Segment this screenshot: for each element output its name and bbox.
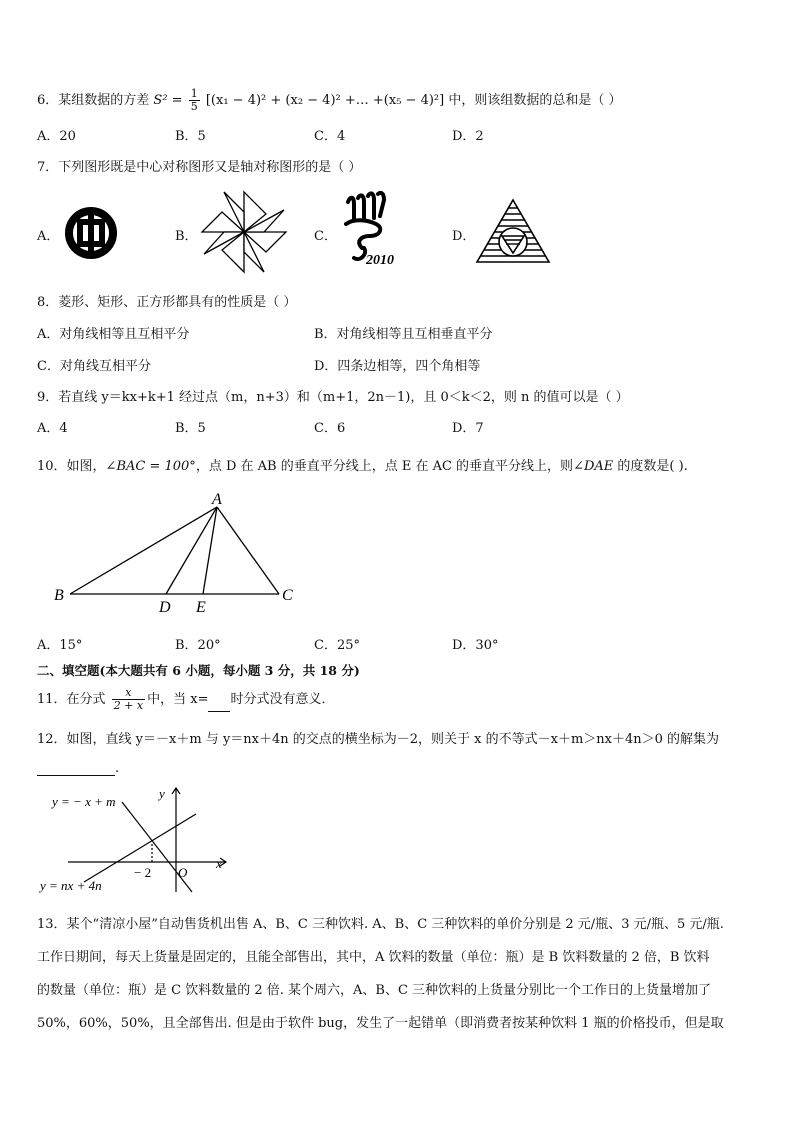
q8-option-b: B．对角线相等且互相垂直平分 [314, 327, 493, 342]
coordinate-figure [38, 784, 238, 896]
q11-fraction [112, 687, 145, 712]
line2-label: y = nx + 4n [40, 878, 102, 893]
q12-answer-tail: . [115, 761, 120, 776]
q11-frac-num: x [112, 687, 145, 700]
q10-angle-bac: ∠BAC = 100° [105, 459, 196, 474]
q13-line-2: 工作日期间，每天上货量是固定的，且能全部售出，其中，A 饮料的数量（单位：瓶）是 B 饮料数量的 2 倍，B 饮料 [37, 950, 710, 965]
calligraphy-logo-figure [340, 190, 412, 270]
q10-angle-dae: ∠DAE [573, 459, 614, 474]
q10-middle: ，点 D 在 AB 的垂直平分线上，点 E 在 AC 的垂直平分线上，则 [195, 459, 574, 474]
q6-frac-num: 1 [190, 87, 198, 100]
q8-stem: 8．菱形、矩形、正方形都具有的性质是（ ） [37, 295, 297, 310]
q6-option-d: D．2 [452, 129, 484, 144]
q7-stem: 7．下列图形既是中心对称图形又是轴对称图形的是（ ） [37, 160, 362, 175]
q8-option-c: C．对角线互相平分 [37, 359, 151, 374]
q11-frac-den: 2 + x [113, 699, 144, 712]
q13-line-4: 50%，60%，50%，且全部售出. 但是由于软件 bug，发生了一起错单（即消费者按某种饮料 1 瓶的价格投币，但是取 [37, 1016, 724, 1031]
q7-label-a: A． [37, 229, 60, 244]
origin-label: O [178, 865, 188, 880]
q11-answer-blank [208, 699, 230, 712]
q9-option-a: A．4 [37, 421, 68, 436]
label-b: B [54, 587, 64, 604]
q7-label-d: D． [452, 229, 476, 244]
q10-option-c: C．25° [314, 638, 360, 653]
q11-prefix: 11．在分式 [37, 692, 106, 707]
line1-label: y = − x + m [52, 794, 116, 809]
coin-logo-figure [63, 205, 119, 261]
q10-option-b: B．20° [175, 638, 221, 653]
q12-stem: 12．如图，直线 y＝－x＋m 与 y＝nx＋4n 的交点的横坐标为－2，则关于 x 的不等式－x＋m＞nx＋4n＞0 的解集为 [37, 732, 720, 747]
q11-suffix: 中，当 x= [147, 692, 209, 707]
label-e: E [196, 599, 206, 616]
q8-option-a: A．对角线相等且互相平分 [37, 327, 190, 342]
label-d: D [159, 599, 171, 616]
q6-fraction [189, 88, 200, 113]
q6-option-b: B．5 [175, 129, 206, 144]
q9-stem: 9．若直线 y＝kx+k+1 经过点（m，n+3）和（m+1，2n－1)，且 0＜k＜2，则 n 的值可以是（ ） [37, 390, 629, 405]
q10-option-d: D．30° [452, 638, 499, 653]
q13-line-1: 13．某个“清凉小屋”自动售货机出售 A、B、C 三种饮料. A、B、C 三种饮料的单价分别是 2 元/瓶、3 元/瓶、5 元/瓶. [37, 917, 724, 932]
tick-label: − 2 [134, 865, 152, 880]
q10-option-a: A．15° [37, 638, 83, 653]
logo-year-text: 2010 [366, 253, 394, 268]
q6-option-a: A．20 [37, 129, 76, 144]
q9-option-b: B．5 [175, 421, 206, 436]
q7-label-b: B． [175, 229, 198, 244]
q9-option-d: D．7 [452, 421, 484, 436]
label-c: C [282, 587, 293, 604]
q10-suffix: 的度数是( ). [613, 459, 688, 474]
x-axis-label: x [216, 856, 222, 871]
q11-suffix2: 时分式没有意义． [230, 692, 335, 707]
q10-stem [37, 455, 688, 474]
q6-suffix: 中，则该组数据的总和是（ ） [448, 93, 622, 108]
q13-line-3: 的数量（单位：瓶）是 C 饮料数量的 2 倍. 某个周六，A、B、C 三种饮料的上货量分别比一个工作日的上货量增加了 [37, 983, 712, 998]
q12-answer-line [37, 761, 119, 776]
q7-label-c: C． [314, 229, 337, 244]
q6-prefix: 6．某组数据的方差 [37, 93, 150, 108]
q8-option-d: D．四条边相等，四个角相等 [314, 359, 481, 374]
q6-stem [37, 88, 621, 113]
triangle-circle-figure [475, 198, 551, 264]
q6-formula-right: [(x₁ − 4)² + (x₂ − 4)² +… +(x₅ − 4)²] [205, 93, 445, 108]
q12-answer-blank [37, 763, 115, 776]
label-a: A [212, 491, 222, 508]
q6-option-c: C．4 [314, 129, 346, 144]
pinwheel-figure [200, 190, 288, 274]
q11-stem [37, 687, 334, 712]
q6-formula-left: S² = [153, 93, 183, 108]
triangle-figure [50, 490, 300, 615]
section-2-title: 二、填空题(本大题共有 6 小题，每小题 3 分，共 18 分) [37, 663, 360, 678]
q9-option-c: C．6 [314, 421, 346, 436]
q10-prefix: 10．如图， [37, 459, 106, 474]
q6-frac-den: 5 [190, 100, 198, 113]
y-axis-label: y [159, 786, 165, 801]
